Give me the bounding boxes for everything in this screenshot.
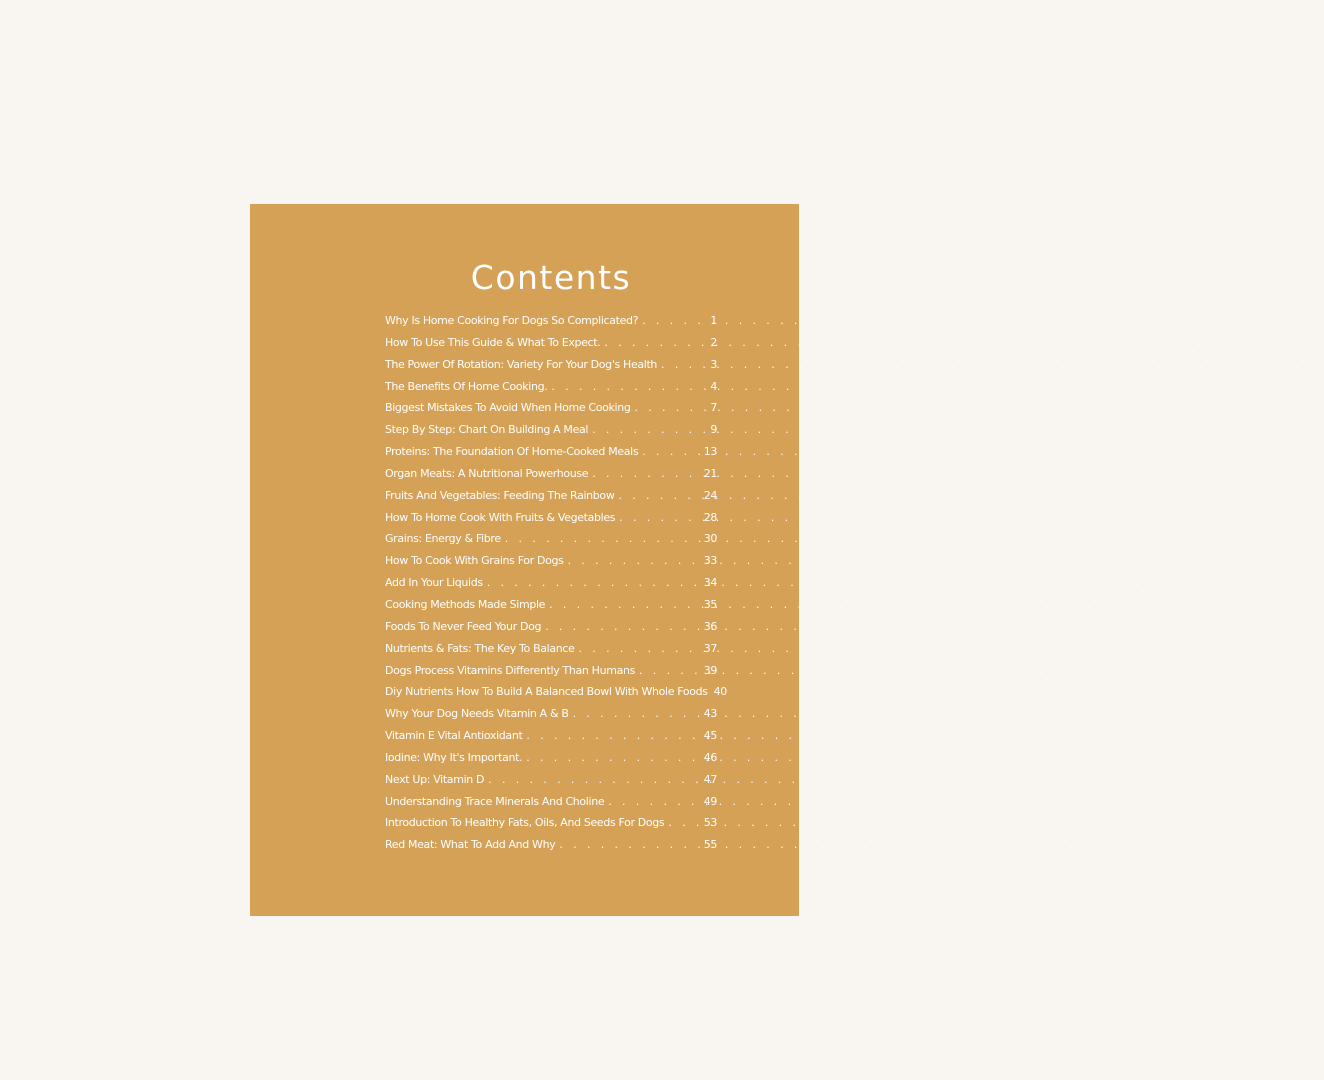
toc-entry-page: 36 (703, 619, 717, 633)
toc-leader-dots (661, 354, 708, 376)
toc-leader-dots (551, 376, 708, 398)
toc-entry-label: How To Use This Guide & What To Expect. (385, 335, 601, 349)
toc-entry-page: 46 (703, 750, 717, 764)
toc-entry (385, 354, 717, 376)
toc-entry (385, 725, 717, 747)
toc-entry (385, 419, 717, 441)
toc-leader-dots (642, 310, 708, 332)
toc-entry (385, 747, 717, 769)
toc-leader-dots (642, 441, 701, 463)
toc-entry-label: Foods To Never Feed Your Dog (385, 619, 542, 633)
toc-leader-dots (559, 834, 701, 856)
toc-entry-page: 33 (703, 554, 717, 568)
toc-entry-label: Understanding Trace Minerals And Choline (385, 794, 605, 808)
toc-entry-page: 35 (703, 597, 717, 611)
toc-leader-dots (592, 419, 708, 441)
toc-entry-page: 34 (703, 576, 717, 590)
toc-entry (385, 528, 717, 550)
toc-entry-label: Red Meat: What To Add And Why (385, 838, 556, 852)
toc-entry-label: Organ Meats: A Nutritional Powerhouse (385, 466, 589, 480)
toc-entry-page: 24 (703, 488, 717, 502)
toc-entry-label: Grains: Energy & Fibre (385, 532, 501, 546)
toc-entry-page: 39 (703, 663, 717, 677)
toc-leader-dots (505, 528, 702, 550)
toc-entry-page: 13 (703, 445, 717, 459)
toc-entry-page: 30 (703, 532, 717, 546)
toc-leader-dots (604, 332, 708, 354)
toc-entry-page: 43 (703, 707, 717, 721)
toc-entry (385, 812, 717, 834)
toc-leader-dots (619, 507, 702, 529)
toc-entry-label: Nutrients & Fats: The Key To Balance (385, 641, 575, 655)
toc-leader-dots (526, 725, 701, 747)
toc-entry-page: 2 (710, 335, 717, 349)
toc-leader-dots (634, 397, 708, 419)
toc-entry-label: How To Cook With Grains For Dogs (385, 554, 564, 568)
toc-entry (385, 572, 717, 594)
toc-leader-dots (549, 594, 702, 616)
toc-entry-label: Cooking Methods Made Simple (385, 597, 546, 611)
toc-leader-dots (579, 638, 702, 660)
toc-entry-label: Biggest Mistakes To Avoid When Home Cooking (385, 401, 631, 415)
toc-entry-label: Vitamin E Vital Antioxidant (385, 729, 523, 743)
toc-leader-dots (592, 463, 701, 485)
toc-entry-page: 55 (703, 838, 717, 852)
toc-entry-page: 3 (710, 357, 717, 371)
toc-entry-page: 47 (703, 772, 717, 786)
toc-entry-label: Next Up: Vitamin D (385, 772, 485, 786)
table-of-contents (385, 310, 727, 856)
toc-entry (385, 791, 717, 813)
toc-leader-dots (488, 769, 702, 791)
toc-entry-page: 28 (703, 510, 717, 524)
page-title: Contents (470, 258, 632, 297)
toc-entry-page: 53 (703, 816, 717, 830)
toc-entry-label: Diy Nutrients How To Build A Balanced Bowl With Whole Foods (385, 685, 708, 699)
toc-leader-dots (526, 747, 701, 769)
toc-leader-dots (487, 572, 702, 594)
toc-entry-label: Introduction To Healthy Fats, Oils, And Seeds For Dogs (385, 816, 665, 830)
toc-entry-page: 7 (710, 401, 717, 415)
toc-entry (385, 703, 717, 725)
toc-leader-dots (668, 812, 701, 834)
toc-entry-label: Why Is Home Cooking For Dogs So Complicated? (385, 314, 639, 327)
toc-entry (385, 834, 717, 856)
toc-entry-page: 1 (710, 314, 717, 327)
toc-entry (385, 638, 717, 660)
toc-entry (385, 550, 717, 572)
toc-entry (385, 397, 717, 419)
toc-entry (385, 769, 717, 791)
toc-entry-page: 49 (703, 794, 717, 808)
toc-entry-page: 9 (710, 423, 717, 437)
toc-entry (385, 485, 717, 507)
toc-entry (385, 332, 717, 354)
toc-entry-label: Proteins: The Foundation Of Home-Cooked Meals (385, 445, 639, 459)
toc-entry-label: Why Your Dog Needs Vitamin A & B (385, 707, 569, 721)
toc-entry (385, 616, 717, 638)
toc-leader-dots (573, 703, 702, 725)
toc-entry-page: 40 (713, 685, 727, 699)
toc-entry-page: 45 (703, 729, 717, 743)
toc-entry-label: Step By Step: Chart On Building A Meal (385, 423, 589, 437)
toc-entry-page: 4 (710, 379, 717, 393)
toc-entry-page: 21 (703, 466, 717, 480)
toc-entry-label: Iodine: Why It's Important. (385, 750, 523, 764)
toc-leader-dots (618, 485, 701, 507)
toc-entry-label: Add In Your Liquids (385, 576, 483, 590)
toc-entry (385, 441, 717, 463)
toc-entry (385, 507, 717, 529)
toc-entry-label: Dogs Process Vitamins Differently Than Humans (385, 663, 635, 677)
toc-entry (385, 376, 717, 398)
toc-entry-label: The Benefits Of Home Cooking. (385, 379, 548, 393)
toc-entry-page: 37 (703, 641, 717, 655)
toc-leader-dots (608, 791, 701, 813)
toc-entry-label: The Power Of Rotation: Variety For Your Dog's Health (385, 357, 658, 371)
toc-entry (385, 310, 717, 332)
toc-leader-dots (545, 616, 702, 638)
toc-entry (385, 463, 717, 485)
toc-entry (385, 660, 717, 682)
toc-entry-label: Fruits And Vegetables: Feeding The Rainbow (385, 488, 615, 502)
toc-leader-dots (639, 660, 702, 682)
toc-entry (385, 681, 727, 703)
toc-entry-label: How To Home Cook With Fruits & Vegetables (385, 510, 616, 524)
toc-entry (385, 594, 717, 616)
toc-leader-dots (568, 550, 702, 572)
